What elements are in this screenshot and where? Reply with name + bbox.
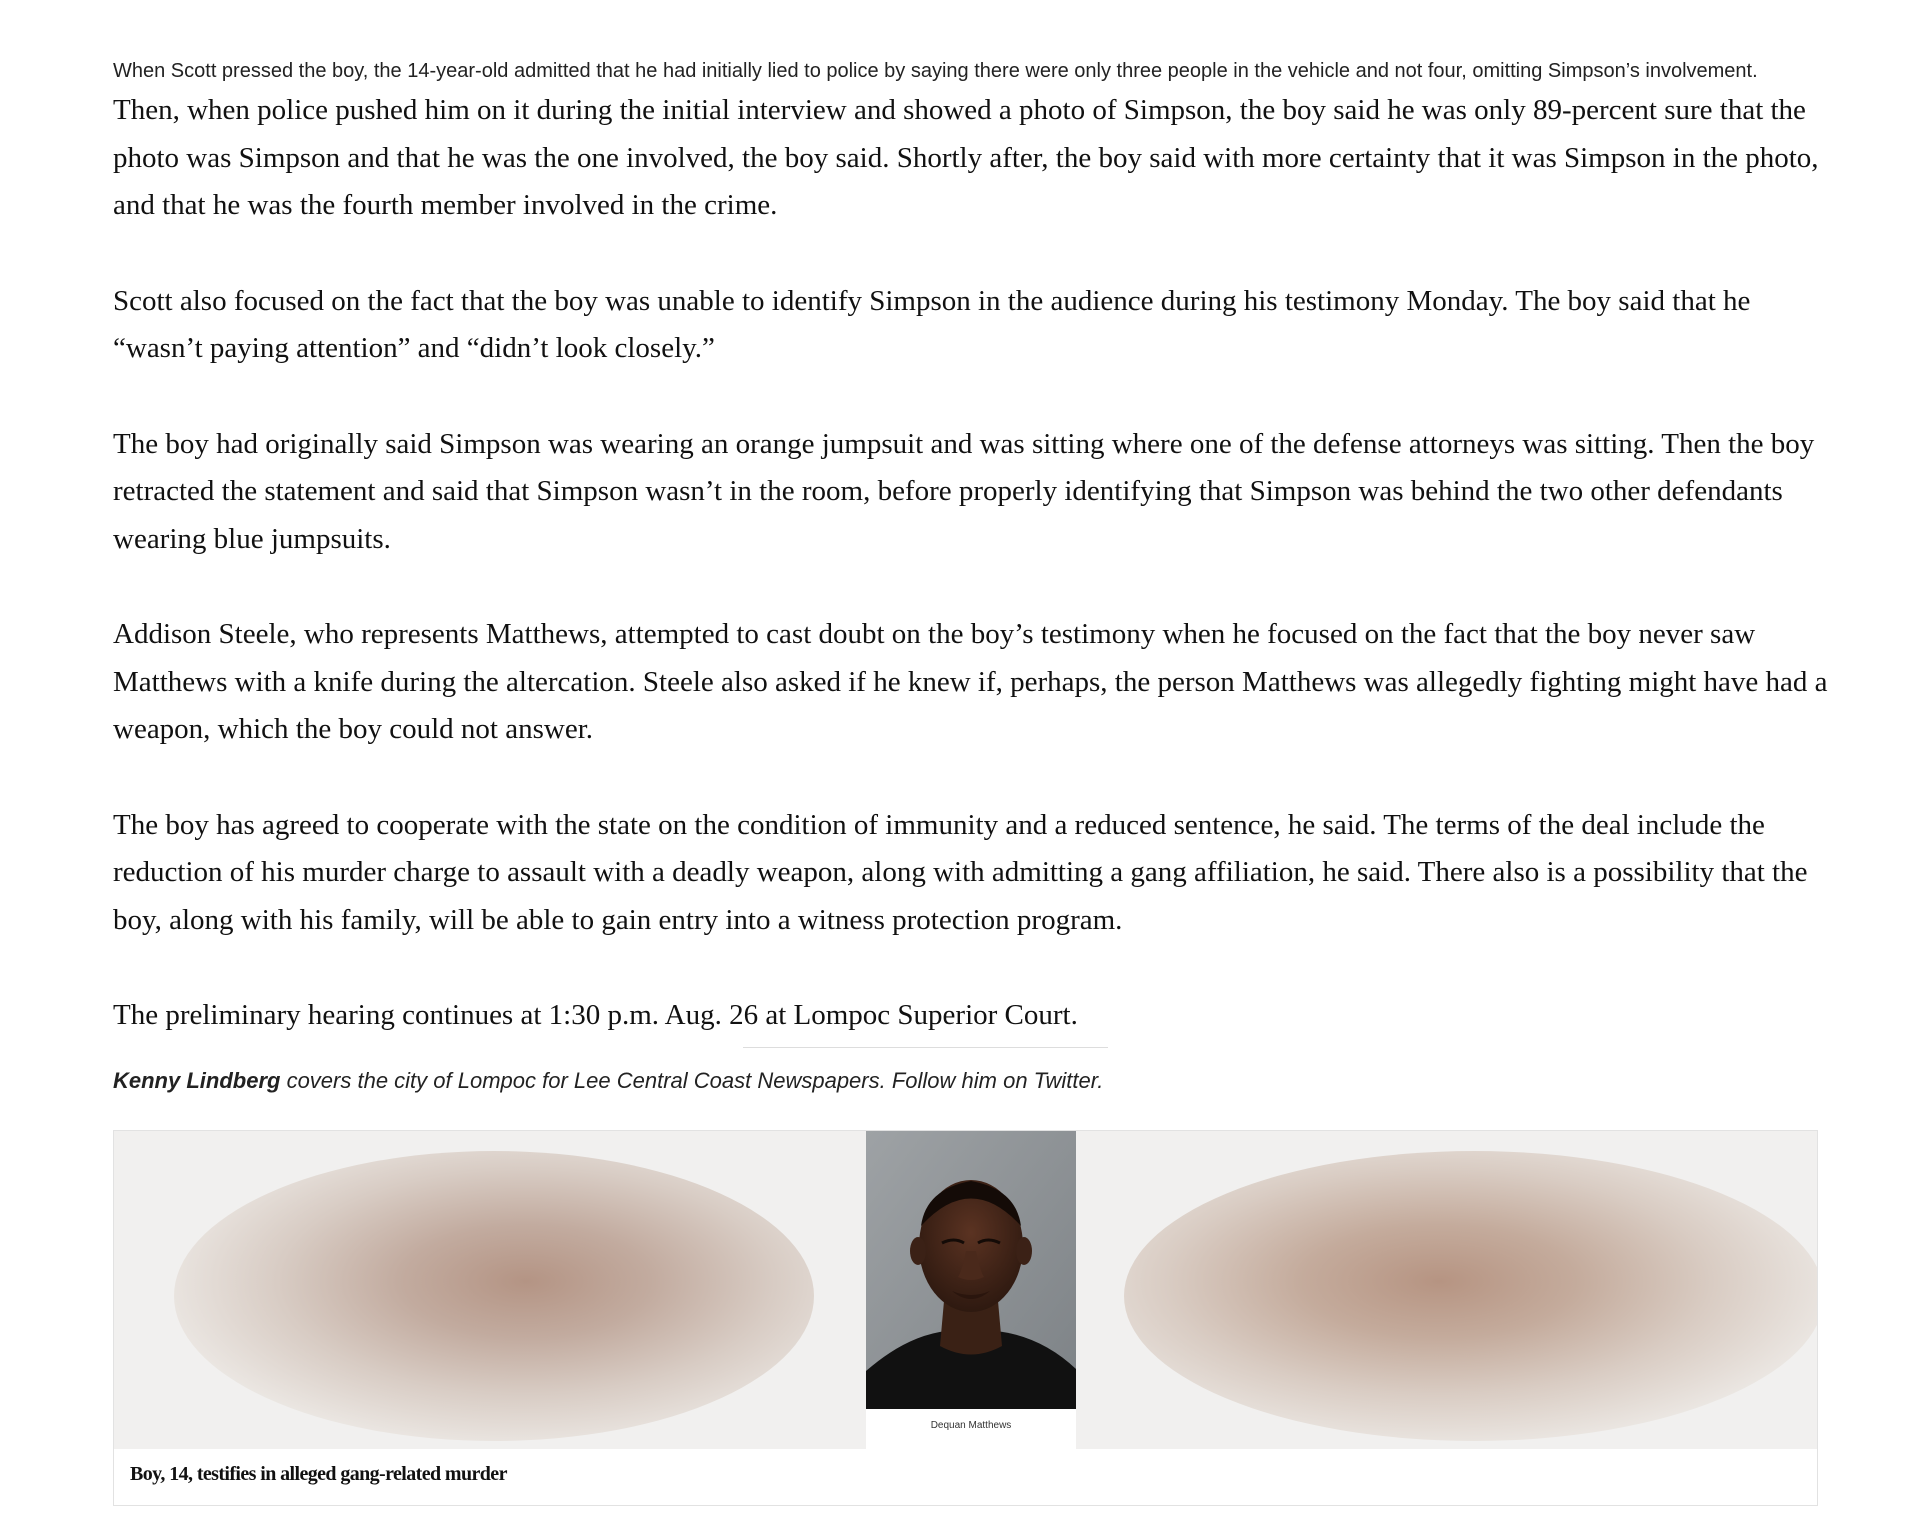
related-story-card[interactable] xyxy=(113,1130,1818,1506)
related-story-title[interactable]: Boy, 14, testifies in alleged gang-related murder xyxy=(130,1463,507,1485)
closing-divider xyxy=(743,1047,1108,1048)
mugshot-photo xyxy=(866,1131,1076,1409)
article-paragraph-4: Addison Steele, who represents Matthews, attempted to cast doubt on the boy’s testimony when he focused on the fact that the boy never saw Matthews with a knife during the altercation. Steele also asked if he knew if, perhaps, the person Matthews was allegedly fighting might have had a weapon, which the boy could not answer. xyxy=(113,618,1828,745)
closing-paragraph-wrap xyxy=(113,992,1078,1040)
author-name[interactable]: Kenny Lindberg xyxy=(113,1067,281,1093)
article-paragraph-5: The boy has agreed to cooperate with the state on the condition of immunity and a reduced sentence, he said. The terms of the deal include the reduction of his murder charge to assault with a deadly weapon, along with admitting a gang affiliation, he said. There also is a possibility that the boy, along with his family, will be able to gain entry into a witness protection program. xyxy=(113,808,1808,936)
article-paragraph-2: Scott also focused on the fact that the boy was unable to identify Simpson in the audience during his testimony Monday. The boy said that he “wasn’t paying attention” and “didn’t look closely.” xyxy=(113,284,1751,364)
author-byline xyxy=(113,1067,1833,1095)
related-story-media[interactable] xyxy=(114,1131,1817,1449)
byline-text: covers the city of Lompoc for Lee Central Coast Newspapers. Follow him on Twitter. xyxy=(280,1067,1104,1093)
lead-paragraph: When Scott pressed the boy, the 14-year-old admitted that he had initially lied to police by saying there were only three people in the vehicle and not four, omitting Simpson’s involvement. xyxy=(113,60,1758,82)
article-paragraph-1: Then, when police pushed him on it during the initial interview and showed a photo of Simpson, the boy said he was only 89-percent sure that the photo was Simpson and that he was the one involved, the boy said. Shortly after, the boy said with more certainty that it was Simpson in the photo, and that he was the fourth member involved in the crime. xyxy=(113,94,1819,221)
portrait-illustration xyxy=(866,1131,1076,1409)
mugshot-image[interactable] xyxy=(866,1131,1076,1449)
mugshot-caption: Dequan Matthews xyxy=(930,1420,1012,1431)
article-paragraph-3: The boy had originally said Simpson was wearing an orange jumpsuit and was sitting where one of the defense attorneys was sitting. Then the boy retracted the statement and said that Simpson wasn’t in the room, before properly identifying that Simpson was behind the two other defendants wearing blue jumpsuits. xyxy=(113,427,1815,555)
article-body xyxy=(113,56,1833,1095)
blurred-background-left xyxy=(174,1151,814,1441)
article-paragraph-6: The preliminary hearing continues at 1:30 p.m. Aug. 26 at Lompoc Superior Court. xyxy=(113,999,1078,1031)
blurred-background-right xyxy=(1124,1151,1817,1441)
